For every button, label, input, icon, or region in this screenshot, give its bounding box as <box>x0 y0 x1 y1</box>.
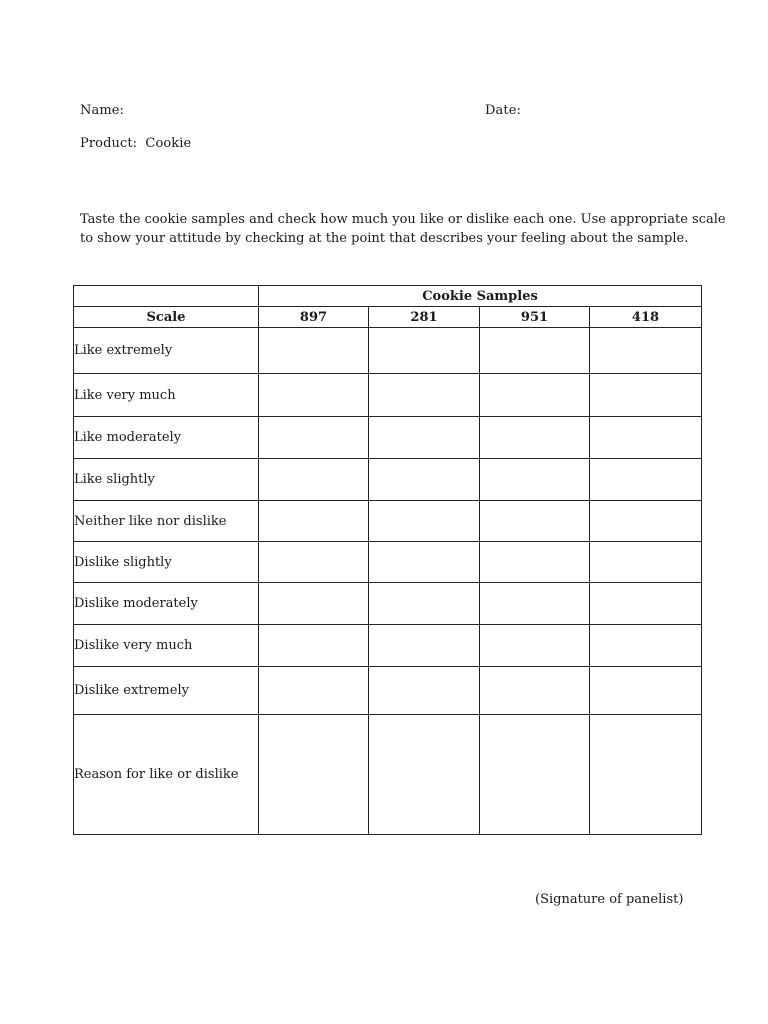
sample-code: 418 <box>590 307 702 328</box>
product-label: Product: <box>80 136 138 151</box>
table-row <box>74 542 702 583</box>
rating-cell[interactable] <box>590 374 702 417</box>
rating-cell[interactable] <box>259 328 369 374</box>
rating-cell[interactable] <box>590 417 702 459</box>
reason-cell[interactable] <box>259 715 369 835</box>
rating-cell[interactable] <box>369 459 480 501</box>
rating-cell[interactable] <box>369 667 480 715</box>
rating-cell[interactable] <box>480 328 590 374</box>
rating-table <box>73 285 702 835</box>
instructions <box>80 210 726 248</box>
rating-cell[interactable] <box>259 667 369 715</box>
rating-cell[interactable] <box>369 417 480 459</box>
sample-code: 951 <box>480 307 590 328</box>
rating-cell[interactable] <box>480 583 590 625</box>
rating-cell[interactable] <box>590 625 702 667</box>
scale-label: Dislike very much <box>74 625 259 667</box>
rating-cell[interactable] <box>590 542 702 583</box>
table-row <box>74 459 702 501</box>
rating-cell[interactable] <box>369 328 480 374</box>
rating-cell[interactable] <box>259 374 369 417</box>
scale-label: Dislike extremely <box>74 667 259 715</box>
name-label: Name: <box>80 103 125 118</box>
rating-cell[interactable] <box>369 501 480 542</box>
table-row <box>74 583 702 625</box>
rating-cell[interactable] <box>369 542 480 583</box>
rating-cell[interactable] <box>259 583 369 625</box>
rating-cell[interactable] <box>480 417 590 459</box>
instructions-line-2: to show your attitude by checking at the point that describes your feeling about the sample. <box>80 231 689 246</box>
scale-header: Scale <box>74 307 259 328</box>
scale-label: Like very much <box>74 374 259 417</box>
table-row <box>74 667 702 715</box>
rating-cell[interactable] <box>259 542 369 583</box>
rating-cell[interactable] <box>259 459 369 501</box>
rating-cell[interactable] <box>590 501 702 542</box>
table-row <box>74 328 702 374</box>
scale-label: Like slightly <box>74 459 259 501</box>
table-row <box>74 625 702 667</box>
reason-cell[interactable] <box>590 715 702 835</box>
rating-cell[interactable] <box>590 583 702 625</box>
scale-label: Neither like nor dislike <box>74 501 259 542</box>
rating-cell[interactable] <box>259 501 369 542</box>
sample-code: 281 <box>369 307 480 328</box>
date-label: Date: <box>485 103 521 118</box>
scale-label: Like extremely <box>74 328 259 374</box>
table-row-reason <box>74 715 702 835</box>
product-line <box>80 136 191 151</box>
instructions-line-1: Taste the cookie samples and check how much you like or dislike each one. Use appropriate scale <box>80 212 726 227</box>
rating-cell[interactable] <box>590 667 702 715</box>
rating-cell[interactable] <box>259 417 369 459</box>
scale-label: Like moderately <box>74 417 259 459</box>
scale-header-blank <box>74 286 259 307</box>
header-row-samples <box>74 286 702 307</box>
rating-cell[interactable] <box>480 374 590 417</box>
rating-cell[interactable] <box>259 625 369 667</box>
signature-label: (Signature of panelist) <box>535 892 684 907</box>
samples-header: Cookie Samples <box>259 286 702 307</box>
rating-cell[interactable] <box>590 459 702 501</box>
sample-code: 897 <box>259 307 369 328</box>
rating-cell[interactable] <box>480 625 590 667</box>
rating-cell[interactable] <box>590 328 702 374</box>
reason-cell[interactable] <box>480 715 590 835</box>
rating-cell[interactable] <box>480 459 590 501</box>
header-row-codes <box>74 307 702 328</box>
reason-label: Reason for like or dislike <box>74 715 259 835</box>
product-value: Cookie <box>145 136 192 151</box>
table-row <box>74 374 702 417</box>
reason-cell[interactable] <box>369 715 480 835</box>
scale-label: Dislike moderately <box>74 583 259 625</box>
rating-cell[interactable] <box>369 583 480 625</box>
rating-cell[interactable] <box>480 667 590 715</box>
table-row <box>74 417 702 459</box>
rating-cell[interactable] <box>480 501 590 542</box>
rating-cell[interactable] <box>369 374 480 417</box>
rating-cell[interactable] <box>369 625 480 667</box>
table-row <box>74 501 702 542</box>
rating-cell[interactable] <box>480 542 590 583</box>
scale-label: Dislike slightly <box>74 542 259 583</box>
